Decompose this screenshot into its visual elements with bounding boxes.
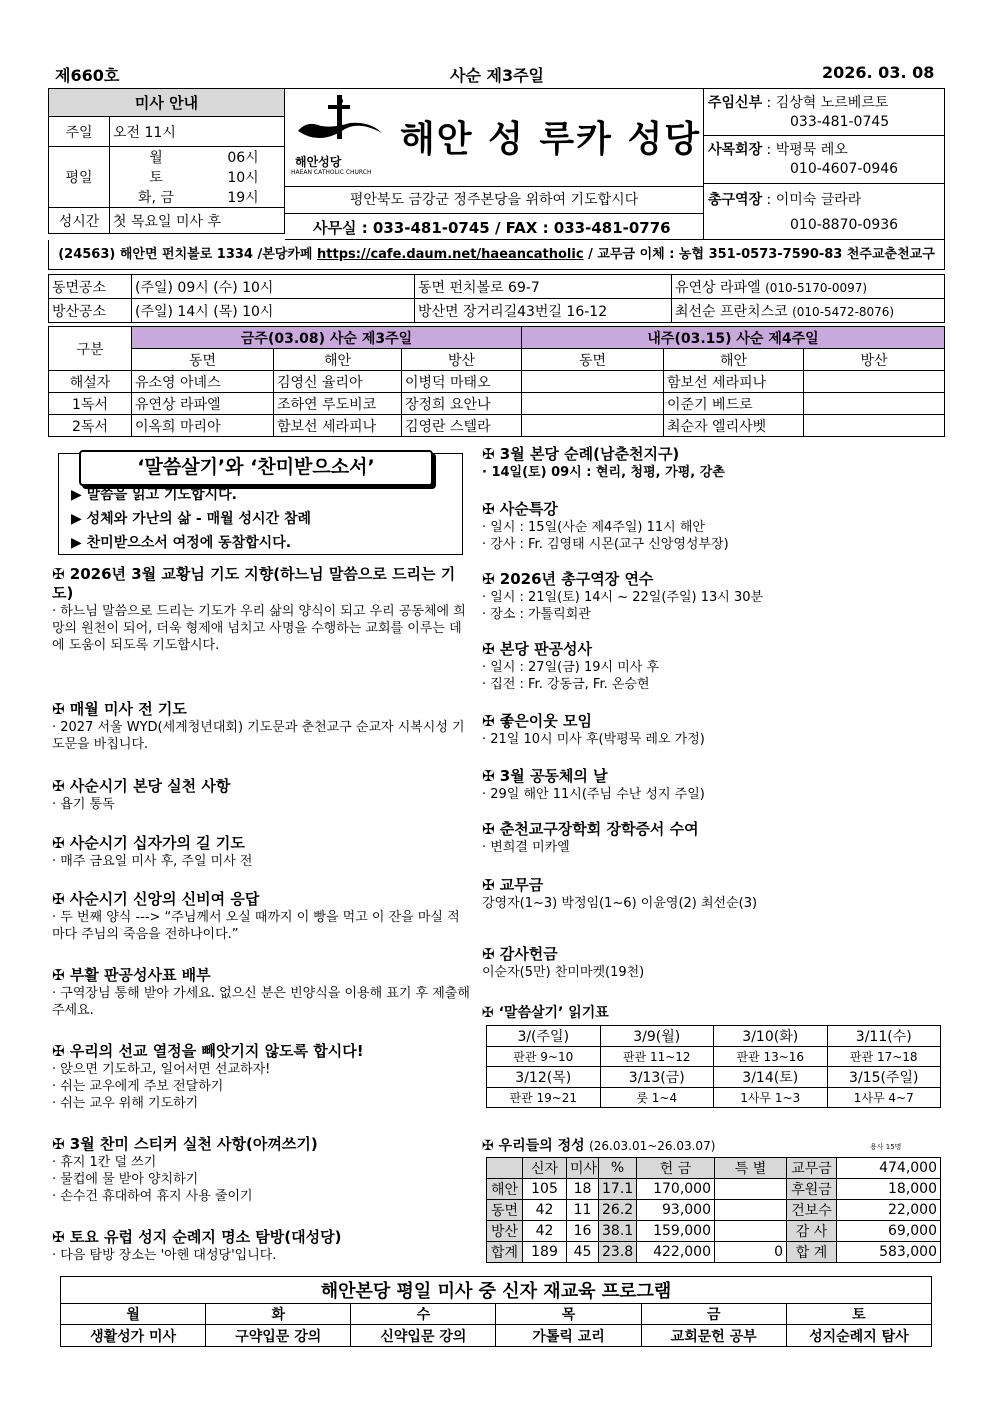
notice-text: · 두 번째 양식 ---> “주님께서 오실 때까지 이 빵을 먹고 이 잔을 마실 적마다 주님의 죽음을 전하나이다.” (52, 910, 460, 942)
notice-section (52, 890, 470, 943)
reading-date: 3/12(목) (487, 1067, 601, 1088)
mass-title: 미사 안내 (49, 89, 285, 117)
role-cell (522, 371, 664, 393)
program-item: 교회문헌 공부 (641, 1325, 786, 1347)
notice-text: · 물컵에 물 받아 양치하기 (52, 1172, 199, 1187)
mass-schedule-table (48, 88, 285, 234)
station-address: 동면 펀치볼로 69-7 (415, 275, 672, 299)
table-row (49, 371, 945, 393)
offering-side-label: 후원금 (787, 1179, 837, 1200)
role-cell: 김영란 스텔라 (402, 415, 522, 437)
next-week-header: 내주(03.15) 사순 제4주일 (522, 327, 945, 349)
notice-section (482, 570, 942, 623)
table-row (487, 1179, 941, 1200)
notice-text: · 14일(토) 09시 : 현리, 청평, 가평, 강촌 (482, 465, 725, 480)
role-cell: 이병덕 마태오 (402, 371, 522, 393)
offering-amount: 159,000 (637, 1221, 715, 1242)
reading-text: 판관 9~10 (487, 1047, 601, 1067)
role-cell: 조하연 루도비코 (274, 393, 402, 415)
roles-table (48, 326, 945, 437)
notice-title: ✠ 매월 미사 전 기도 (52, 700, 187, 718)
cafe-link[interactable]: https://cafe.daum.net/haeancatholic (317, 247, 584, 262)
staff-box (704, 88, 945, 240)
notice-text: · 쉬는 교우 위해 기도하기 (52, 1096, 199, 1111)
role-cell: 최순자 엘리사벳 (664, 415, 804, 437)
program-day: 수 (351, 1304, 496, 1325)
bulletin-date: 2026. 03. 08 (822, 63, 935, 82)
role-cell: 장정희 요안나 (402, 393, 522, 415)
notice-section (52, 777, 470, 813)
weekday-day: 토 (149, 170, 163, 186)
notice-title: ✠ 3월 공동체의 날 (482, 767, 608, 785)
weekday-time: 06시 (202, 147, 285, 168)
offering-pct: 26.2 (599, 1200, 637, 1221)
program-day: 토 (786, 1304, 931, 1325)
offering-mass: 18 (567, 1179, 599, 1200)
role-name: 1독서 (49, 393, 132, 415)
offering-special (715, 1221, 787, 1242)
reading-text: 판관 11~12 (600, 1047, 714, 1067)
role-cell: 유소영 아녜스 (132, 371, 274, 393)
notice-title: ✠ 감사헌금 (482, 945, 558, 963)
weekday-label: 평일 (49, 147, 110, 208)
roles-label: 구분 (49, 327, 132, 371)
notice-title: ✠ 2026년 총구역장 연수 (482, 570, 654, 588)
notice-text: · 장소 : 가톨릭회관 (482, 607, 591, 622)
offering-side-value: 18,000 (837, 1179, 941, 1200)
offering-pct: 17.1 (599, 1179, 637, 1200)
role-cell (522, 415, 664, 437)
notice-section (52, 834, 470, 870)
parish-name: 해안 성 루카 성당 (400, 119, 702, 160)
offering-title: ✠ 우리들의 정성 (26.03.01~26.03.07) (482, 1138, 716, 1154)
offering-header: 헌 금 (637, 1158, 715, 1179)
program-table (60, 1276, 932, 1347)
notice-title: ✠ 좋은이웃 모임 (482, 712, 592, 730)
slogan-box (58, 453, 463, 555)
offering-amount: 422,000 (637, 1242, 715, 1263)
offering-members: 189 (523, 1242, 567, 1263)
notice-title: ✠ 우리의 선교 열정을 빼앗기지 않도록 합시다! (52, 1042, 364, 1060)
staff-pastor: 주임신부 : 김상혁 노르베르토 (708, 95, 889, 111)
role-cell (804, 393, 945, 415)
notice-text: · 일시 : 27일(금) 19시 미사 후 (482, 660, 659, 675)
offering-side-value: 583,000 (837, 1242, 941, 1263)
table-row (49, 415, 945, 437)
program-day: 월 (61, 1304, 206, 1325)
program-day: 목 (496, 1304, 641, 1325)
notice-section (482, 945, 942, 981)
notice-title: ✠ 춘천교구장학회 장학증서 수여 (482, 820, 699, 838)
sunday-time: 오전 11시 (110, 117, 285, 147)
reading-date: 3/15(주일) (827, 1067, 941, 1088)
notice-section (52, 966, 470, 1019)
offering-side-label: 교무금 (787, 1158, 837, 1179)
offering-place: 해안 (487, 1179, 523, 1200)
notice-title: ✠ 토요 유럽 성지 순례지 명소 탐방(대성당) (52, 1228, 342, 1246)
notice-text: · 강사 : Fr. 김영태 시몬(교구 신앙영성부장) (482, 537, 729, 552)
stations-table (48, 274, 945, 323)
station-leader: 유연상 라파엘 (010-5170-0097) (672, 275, 945, 299)
sunday-label: 주일 (49, 117, 110, 147)
weekday-time: 10시 (202, 167, 285, 187)
notice-section (52, 1042, 470, 1112)
notice-section (482, 445, 942, 481)
reading-text: 룻 1~4 (600, 1088, 714, 1108)
offering-pct: 23.8 (599, 1242, 637, 1263)
notice-text: · 29일 해안 11시(주님 수난 성지 주일) (482, 787, 705, 802)
notice-title: ✠ 2026년 3월 교황님 기도 지향(하느님 말씀으로 드리는 기도) (52, 565, 456, 602)
role-name: 2독서 (49, 415, 132, 437)
reading-date: 3/9(월) (600, 1026, 714, 1047)
reading-table (486, 1025, 941, 1108)
program-item: 생활성가 미사 (61, 1325, 206, 1347)
notice-title: ✠ 교무금 (482, 876, 544, 894)
role-cell: 유연상 라파엘 (132, 393, 274, 415)
offering-place: 합계 (487, 1242, 523, 1263)
table-row (49, 393, 945, 415)
notice-text: · 구역장님 통해 받아 가세요. 없으신 분은 빈양식을 이용해 표기 후 제출해 주세요. (52, 986, 470, 1018)
notice-text: · 매주 금요일 미사 후, 주일 미사 전 (52, 854, 253, 869)
offering-mass: 16 (567, 1221, 599, 1242)
notice-title: ✠ 본당 판공성사 (482, 640, 592, 658)
offering-special (715, 1179, 787, 1200)
notice-section (482, 876, 942, 912)
place-header: 동면 (522, 349, 664, 371)
program-item: 신약입문 강의 (351, 1325, 496, 1347)
offering-place: 동면 (487, 1200, 523, 1221)
offering-special (715, 1200, 787, 1221)
role-cell: 함보선 세라피나 (664, 371, 804, 393)
notice-text: 강영자(1~3) 박정임(1~6) 이윤영(2) 최선순(3) (482, 896, 758, 911)
offering-special: 0 (715, 1242, 787, 1263)
staff-district: 총구역장 : 이미숙 글라라 (708, 192, 862, 208)
offering-header: 특 별 (715, 1158, 787, 1179)
role-cell: 김영신 율리아 (274, 371, 402, 393)
reading-date: 3/14(토) (714, 1067, 828, 1088)
staff-council-phone: 010-4607-0946 (790, 161, 899, 177)
staff-council: 사목회장 : 박평묵 레오 (708, 142, 848, 158)
offering-members: 42 (523, 1221, 567, 1242)
table-row (487, 1221, 941, 1242)
reading-text: 판관 19~21 (487, 1088, 601, 1108)
bank-info: / 교무금 이체 : 농협 351-0573-7590-83 천주교춘천교구 (588, 247, 935, 262)
church-logo-icon (290, 91, 390, 161)
role-cell: 이준기 베드로 (664, 393, 804, 415)
notice-title: ✠ 부활 판공성사표 배부 (52, 966, 211, 984)
logo-text: 해안성당 (295, 155, 342, 169)
address-text: (24563) 해안면 펀치볼로 1334 /본당카페 (58, 247, 313, 262)
role-cell (522, 393, 664, 415)
notice-section (482, 767, 942, 803)
offering-place: 방산 (487, 1221, 523, 1242)
this-week-header: 금주(03.08) 사순 제3주일 (132, 327, 522, 349)
place-header: 방산 (804, 349, 945, 371)
notice-section (52, 700, 470, 753)
program-item: 구약입문 강의 (206, 1325, 351, 1347)
notice-text: · 하느님 말씀으로 드리는 기도가 우리 삶의 양식이 되고 우리 공동체에 희망의 원천이 되어, 더욱 형제애 넘치고 사명을 수행하는 교회를 이루는 데에 도움이 되도록 기도합시다. (52, 604, 466, 653)
weekday-time: 19시 (202, 187, 285, 208)
notice-text: · 손수건 휴대하여 휴지 사용 줄이기 (52, 1189, 253, 1204)
notice-text: 이순자(5만) 찬미마켓(19천) (482, 965, 645, 980)
program-day: 금 (641, 1304, 786, 1325)
role-cell: 이옥희 마리아 (132, 415, 274, 437)
place-header: 해안 (664, 349, 804, 371)
reading-text: 판관 13~16 (714, 1047, 828, 1067)
slogan-item: ▶ 찬미받으소서 여정에 동참합시다. (71, 535, 292, 551)
slogan-item: ▶ 말씀을 읽고 기도합시다. (71, 487, 237, 503)
offering-unit: 용사 15명 (870, 1143, 902, 1151)
slogan-item: ▶ 성체와 가난의 삶 - 매월 성시간 참례 (71, 511, 312, 527)
offering-table (486, 1157, 941, 1263)
notice-text: · 집전 : Fr. 강동금, Fr. 온승현 (482, 677, 650, 692)
offering-amount: 170,000 (637, 1179, 715, 1200)
program-day: 화 (206, 1304, 351, 1325)
offering-side-value: 69,000 (837, 1221, 941, 1242)
place-header: 방산 (402, 349, 522, 371)
weekday-day: 월 (110, 147, 203, 168)
notice-text: · 변희결 미카엘 (482, 840, 570, 855)
slogan-title: ‘말씀살기’와 ‘찬미받으소서’ (79, 450, 433, 486)
notice-title: ✠ 사순시기 십자가의 길 기도 (52, 834, 245, 852)
prayer-line: 평안북도 금강군 정주본당을 위하여 기도합시다 (285, 186, 703, 214)
reading-text: 판관 17~18 (827, 1047, 941, 1067)
notice-text: · 욥기 통독 (52, 797, 115, 812)
role-cell (804, 415, 945, 437)
offering-pct: 38.1 (599, 1221, 637, 1242)
offering-amount: 93,000 (637, 1200, 715, 1221)
program-item: 가톨릭 교리 (496, 1325, 641, 1347)
reading-date: 3/(주일) (487, 1026, 601, 1047)
holy-hour-label: 성시간 (49, 208, 110, 234)
notice-text: · 21일 10시 미사 후(박평묵 레오 가정) (482, 732, 705, 747)
notice-title: ✠ 사순시기 신앙의 신비여 응답 (52, 890, 260, 908)
offering-members: 42 (523, 1200, 567, 1221)
week-title: 사순 제3주일 (450, 66, 544, 85)
staff-district-phone: 010-8870-0936 (790, 217, 899, 233)
holy-hour: 첫 목요일 미사 후 (110, 208, 285, 234)
reading-text: 1사무 4~7 (827, 1088, 941, 1108)
place-header: 동면 (132, 349, 274, 371)
notice-text: · 2027 서울 WYD(세계청년대회) 기도문과 춘천교구 순교자 시복시성 기도문을 바칩니다. (52, 720, 465, 752)
notice-section (482, 820, 942, 856)
role-name: 해설자 (49, 371, 132, 393)
station-time: (주일) 14시 (목) 10시 (132, 299, 415, 323)
station-name: 방산공소 (49, 299, 132, 323)
program-item: 성지순례지 탐사 (786, 1325, 931, 1347)
offering-members: 105 (523, 1179, 567, 1200)
office-contact: 사무실 : 033-481-0745 / FAX : 033-481-0776 (313, 219, 671, 237)
notice-section (52, 565, 470, 654)
reading-text: 1사무 1~3 (714, 1088, 828, 1108)
notice-section (482, 500, 942, 553)
parish-box (285, 88, 704, 240)
reading-date: 3/13(금) (600, 1067, 714, 1088)
station-name: 동면공소 (49, 275, 132, 299)
notice-title: ✠ 사순특강 (482, 500, 558, 518)
offering-side-value: 474,000 (837, 1158, 941, 1179)
notice-title: ✠ 3월 본당 순례(남춘천지구) (482, 445, 680, 463)
notice-text: · 휴지 1칸 덜 쓰기 (52, 1155, 157, 1170)
role-cell: 함보선 세라피나 (274, 415, 402, 437)
offering-side-label: 합 계 (787, 1242, 837, 1263)
notice-text: · 일시 : 15일(사순 제4주일) 11시 해안 (482, 520, 705, 535)
table-row (487, 1242, 941, 1263)
offering-mass: 11 (567, 1200, 599, 1221)
notice-text: · 일시 : 21일(토) 14시 ~ 22일(주일) 13시 30분 (482, 590, 764, 605)
offering-header: % (599, 1158, 637, 1179)
offering-header (487, 1158, 523, 1179)
place-header: 해안 (274, 349, 402, 371)
address-bar (48, 240, 945, 270)
program-title: 해안본당 평일 미사 중 신자 재교육 프로그램 (61, 1277, 932, 1304)
offering-side-label: 건보수 (787, 1200, 837, 1221)
reading-title: ✠ ‘말씀살기’ 읽기표 (482, 1005, 609, 1021)
offering-header: 신자 (523, 1158, 567, 1179)
reading-date: 3/10(화) (714, 1026, 828, 1047)
offering-mass: 45 (567, 1242, 599, 1263)
notice-text: · 쉬는 교우에게 주보 전달하기 (52, 1079, 224, 1094)
notice-section (482, 712, 942, 748)
notice-section (52, 1135, 470, 1205)
notice-section (482, 640, 942, 693)
staff-pastor-phone: 033-481-0745 (790, 114, 890, 130)
offering-header: 미사 (567, 1158, 599, 1179)
logo-subtext: HAEAN CATHOLIC CHURCH (291, 169, 372, 176)
role-cell (804, 371, 945, 393)
notice-text: · 앉으면 기도하고, 일어서면 선교하자! (52, 1062, 271, 1077)
notice-text: · 다음 탐방 장소는 '아헨 대성당'입니다. (52, 1248, 277, 1263)
notice-title: ✠ 사순시기 본당 실천 사항 (52, 777, 231, 795)
station-leader: 최선순 프란치스코 (010-5472-8076) (672, 299, 945, 323)
table-row (487, 1200, 941, 1221)
offering-side-value: 22,000 (837, 1200, 941, 1221)
weekday-day: 화, 금 (110, 187, 203, 208)
offering-side-label: 감 사 (787, 1221, 837, 1242)
notice-section (52, 1228, 470, 1264)
station-address: 방산면 장거리길43번길 16-12 (415, 299, 672, 323)
reading-date: 3/11(수) (827, 1026, 941, 1047)
station-time: (주일) 09시 (수) 10시 (132, 275, 415, 299)
notice-title: ✠ 3월 찬미 스티커 실천 사항(아껴쓰기) (52, 1135, 318, 1153)
issue-number: 제660호 (55, 66, 120, 85)
